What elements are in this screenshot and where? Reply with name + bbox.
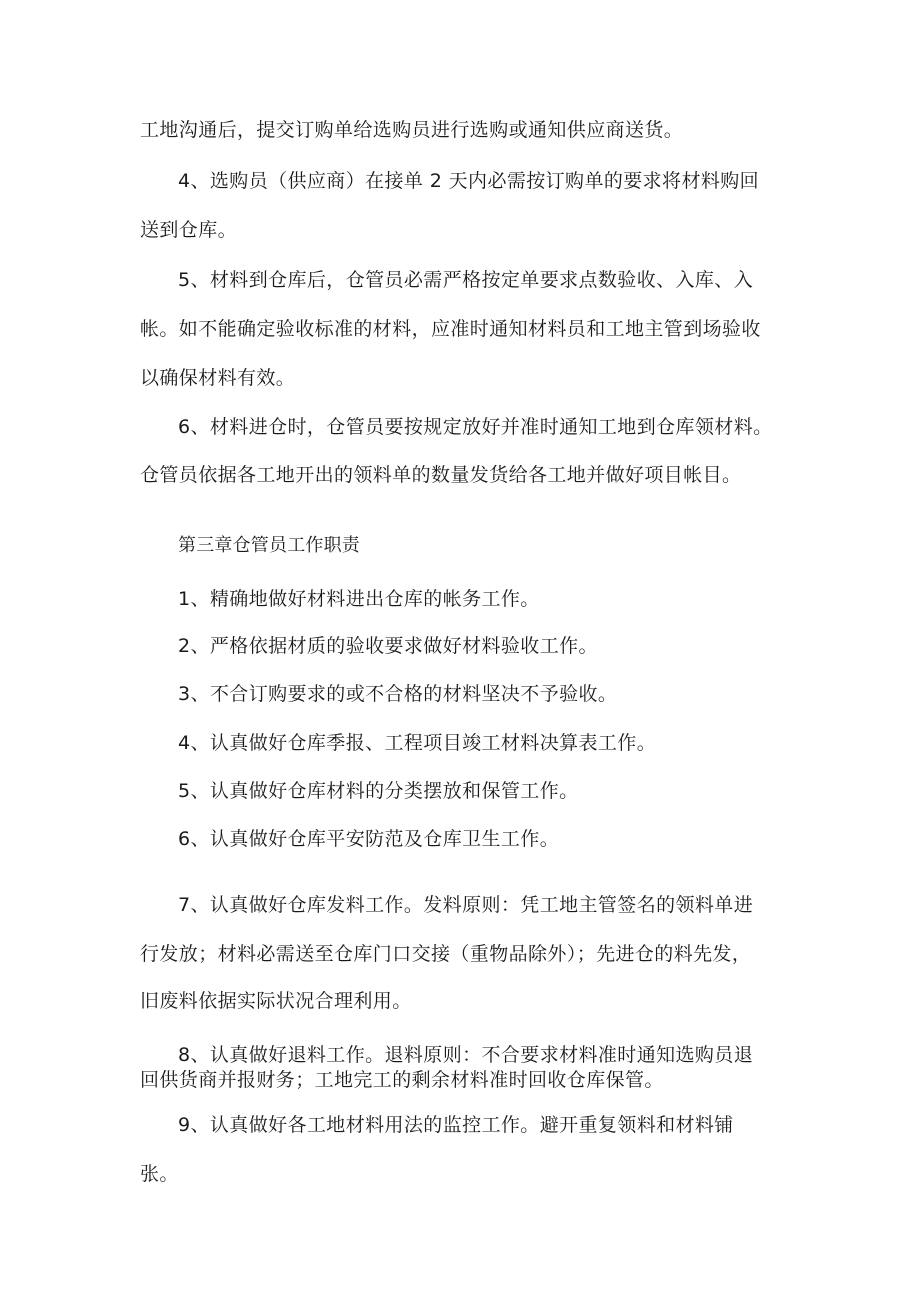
list-item-continuation: 张。 — [140, 1163, 179, 1185]
list-item: 7、认真做好仓库发料工作。发料原则：凭工地主管签名的领料单进 — [178, 894, 754, 916]
list-item: 6、认真做好仓库平安防范及仓库卫生工作。 — [178, 828, 560, 850]
paragraph-line: 仓管员依据各工地开出的领料单的数量发货给各工地并做好项目帐目。 — [140, 464, 742, 486]
paragraph-line: 4、选购员（供应商）在接单 2 天内必需按订购单的要求将材料购回 — [178, 170, 760, 192]
list-item: 2、严格依据材质的验收要求做好材料验收工作。 — [178, 635, 598, 657]
list-item-continuation: 回供货商并报财务；工地完工的剩余材料准时回收仓库保管。 — [140, 1069, 664, 1091]
paragraph-line: 工地沟通后，提交订购单给选购员进行选购或通知供应商送货。 — [140, 119, 684, 141]
list-item: 4、认真做好仓库季报、工程项目竣工材料决算表工作。 — [178, 732, 657, 754]
paragraph-line: 以确保材料有效。 — [140, 367, 296, 389]
list-item: 3、不合订购要求的或不合格的材料坚决不予验收。 — [178, 683, 618, 705]
list-item-continuation: 旧废料依据实际状况合理利用。 — [140, 990, 412, 1012]
list-item: 5、认真做好仓库材料的分类摆放和保管工作。 — [178, 780, 579, 802]
list-item: 8、认真做好退料工作。退料原则：不合要求材料准时通知选购员退 — [178, 1044, 754, 1066]
paragraph-line: 5、材料到仓库后，仓管员必需严格按定单要求点数验收、入库、入 — [178, 269, 754, 291]
list-item: 9、认真做好各工地材料用法的监控工作。避开重复领料和材料铺 — [178, 1114, 734, 1136]
chapter-title: 第三章仓管员工作职责 — [178, 535, 360, 556]
list-item-continuation: 行发放；材料必需送至仓库门口交接（重物品除外）；先进仓的料先发， — [140, 943, 752, 965]
paragraph-line: 送到仓库。 — [140, 219, 238, 241]
list-item: 1、精确地做好材料进出仓库的帐务工作。 — [178, 588, 540, 610]
paragraph-line: 6、材料进仓时，仓管员要按规定放好并准时通知工地到仓库领材料。 — [178, 416, 773, 438]
paragraph-line: 帐。如不能确定验收标准的材料，应准时通知材料员和工地主管到场验收 — [140, 318, 761, 340]
